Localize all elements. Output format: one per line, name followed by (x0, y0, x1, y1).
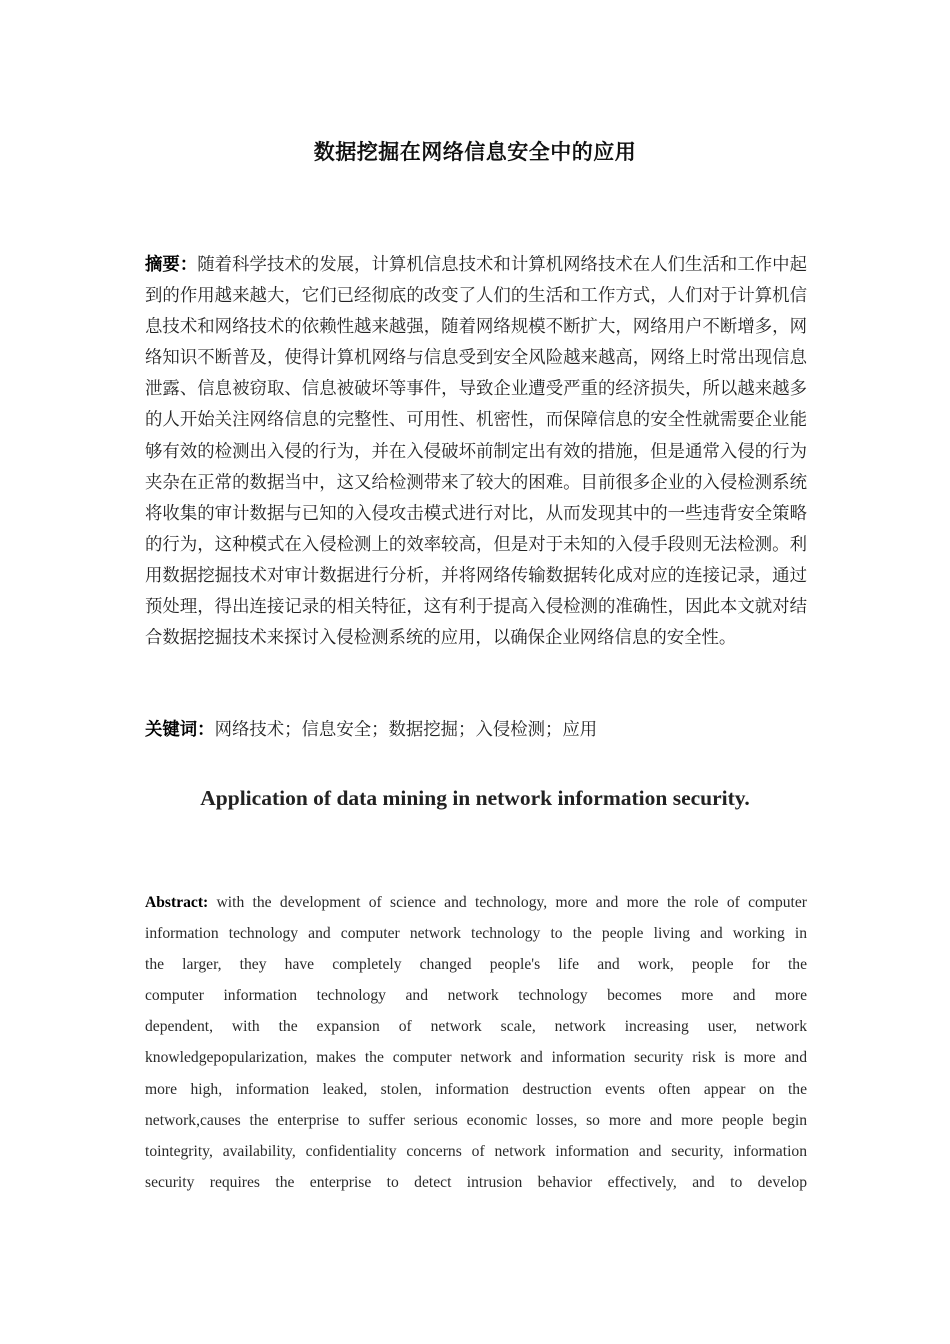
english-abstract-line (145, 1074, 807, 1105)
english-abstract-line (145, 980, 807, 1011)
chinese-keywords (145, 715, 807, 746)
english-abstract-line (145, 1042, 807, 1073)
chinese-abstract (145, 250, 807, 654)
english-abstract-line-text: dependent, with the expansion of network scale, network increasing user, network (145, 1018, 807, 1036)
chinese-keywords-text: 网络技术；信息安全；数据挖掘；入侵检测；应用 (214, 720, 598, 740)
english-abstract-line-text: information technology and computer network technology to the people living and working in (145, 925, 807, 943)
english-abstract-line (145, 1167, 807, 1198)
english-abstract-line-text: tointegrity, availability, confidentiality concerns of network information and security, information (145, 1142, 807, 1160)
english-abstract-line (145, 918, 807, 949)
english-abstract-line-text: computer information technology and network technology becomes more and more (145, 987, 807, 1005)
chinese-title: 数据挖掘在网络信息安全中的应用 (313, 140, 637, 164)
english-abstract-line-text: network,causes the enterprise to suffer serious economic losses, so more and more people begin (145, 1111, 807, 1129)
english-abstract-line-text: more high, information leaked, stolen, information destruction events often appear on the (145, 1080, 807, 1098)
english-abstract-label: Abstract: (145, 894, 209, 911)
english-abstract-line-text: with the development of science and technology, more and more the role of computer (216, 894, 807, 911)
chinese-keywords-label: 关键词： (145, 720, 215, 740)
english-abstract-line (145, 1011, 807, 1042)
english-abstract-line (145, 1105, 807, 1136)
english-abstract-line (145, 949, 807, 980)
english-abstract-line-text: knowledgepopularization, makes the computer network and information security risk is more and (145, 1049, 807, 1067)
chinese-abstract-text: 随着科学技术的发展，计算机信息技术和计算机网络技术在人们生活和工作中起到的作用越来越大，它们已经彻底的改变了人们的生活和工作方式，人们对于计算机信息技术和网络技术的依赖性越来越强，随着网络规模不断扩大，网络用户不断增多，网络知识不断普及，使得计算机网络与信息受到安全风险越来越高，网络上时常出现信息泄露、信息被窃取、信息被破坏等事件，导致企业遭受严重的经济损失，所以越来越多的人开始关注网络信息的完整性、可用性、机密性，而保障信息的安全性就需要企业能够有效的检测出入侵的行为，并在入侵破坏前制定出有效的措施，但是通常入侵的行为夹杂在正常的数据当中，这又给检测带来了较大的困难。目前很多企业的入侵检测系统将收集的审计数据与已知的入侵攻击模式进行对比，从而发现其中的一些违背安全策略的行为，这种模式在入侵检测上的效率较高，但是对于未知的入侵手段则无法检测。利用数据挖掘技术对审计数据进行分析，并将网络传输数据转化成对应的连接记录，通过预处理，得出连接记录的相关特征，这有利于提高入侵检测的准确性，因此本文就对结合数据挖掘技术来探讨入侵检测系统的应用，以确保企业网络信息的安全性。 (145, 255, 807, 649)
english-abstract-line (145, 1136, 807, 1167)
english-abstract-line-text: security requires the enterprise to detect intrusion behavior effectively, and to develop (145, 1173, 807, 1191)
english-abstract (145, 887, 807, 1198)
chinese-abstract-label: 摘要： (145, 255, 198, 275)
english-title: Application of data mining in network information security. (200, 786, 750, 810)
english-abstract-line (145, 887, 807, 918)
english-abstract-line-text: the larger, they have completely changed people's life and work, people for the (145, 956, 807, 974)
